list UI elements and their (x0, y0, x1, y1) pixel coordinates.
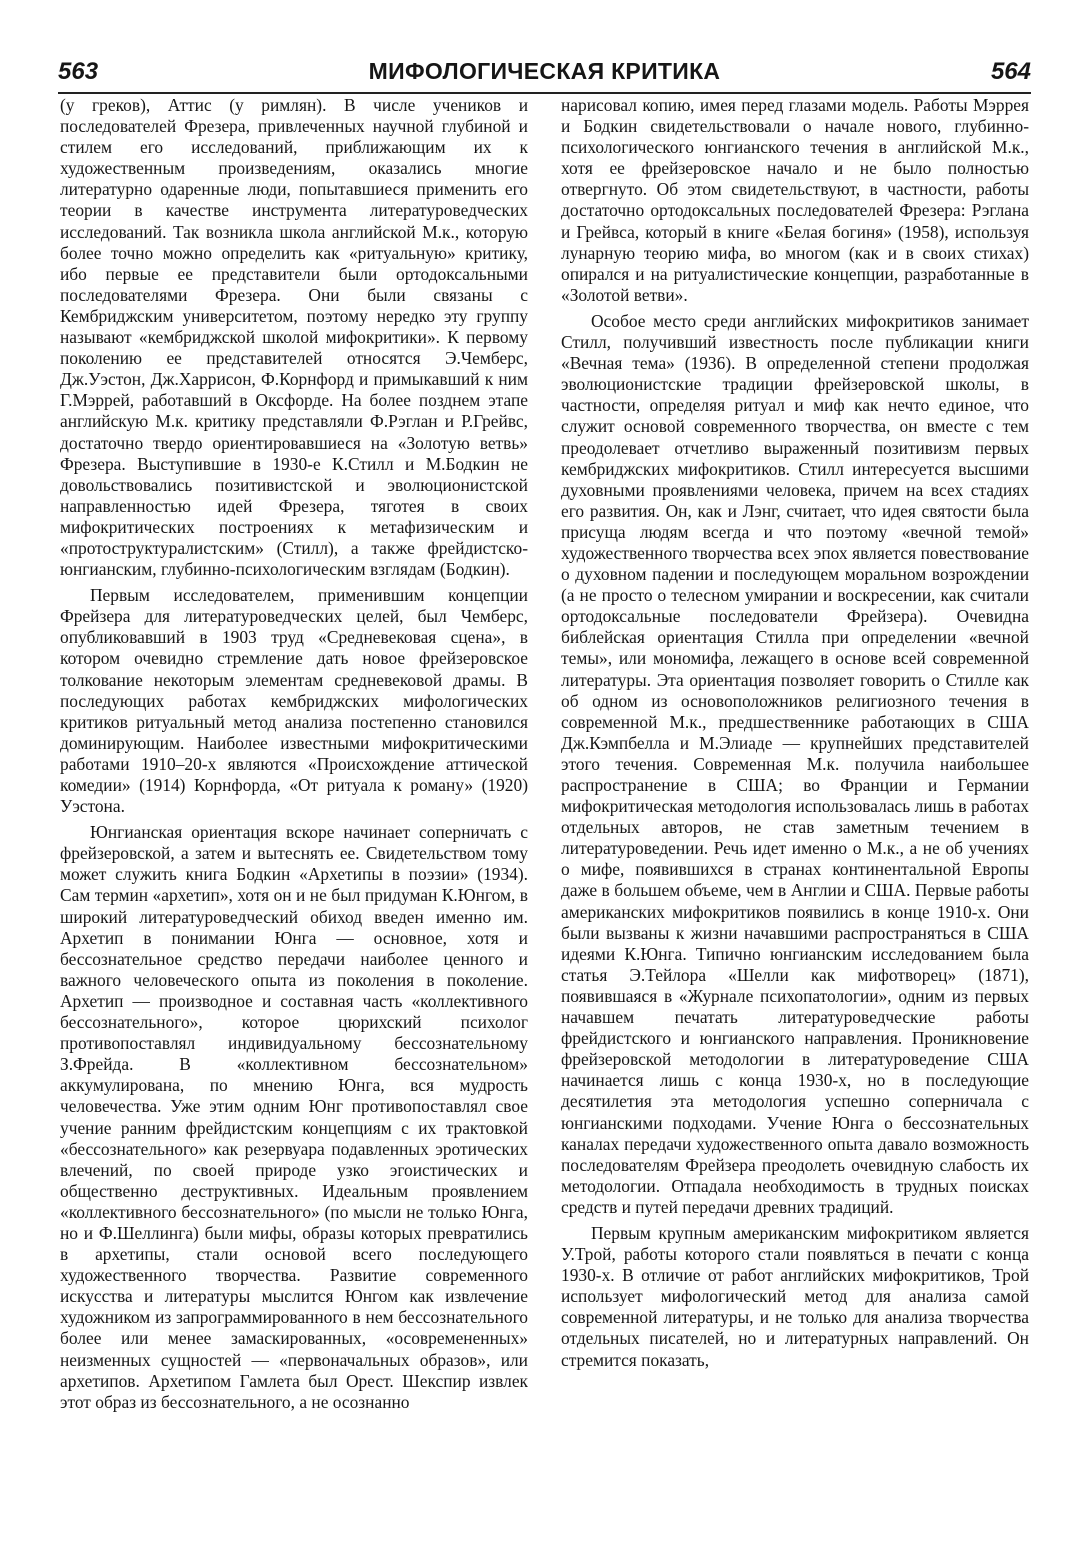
page-number-left: 563 (58, 58, 99, 85)
right-column (561, 95, 1029, 1535)
paragraph: Особое место среди английских мифокритиков занимает Стилл, получивший известность после публикации книги «Вечная тема» (1936). В определенной степени продолжая эволюционистские традиции фрейзеровской школы, в частности, определяя ритуал и миф как нечто единое, что служит основой современного творчества, он вместе с тем преодолевает отчетливо выраженный позитивизм первых кембриджских мифокритиков. Стилл интересуется высшими духовными проявлениями человека, причем на всех стадиях его развития. Он, как и Лэнг, считает, что идея святости была присуща людям всегда и что поэтому «вечной темой» художественного творчества всех эпох является повествование о духовном падении и последующем моральном возрождении (а не просто о телесном умирании и воскресении, как считали ортодоксальные последователи Фрейзера). Очевидна библейская ориентация Стилла при определении «вечной темы», или мономифа, лежащего в основе всей современной литературы. Эта ориентация позволяет говорить о Стилле как об одном из основоположников религиозного течения в современной М.к., предшественнике работающих в США Дж.Кэмпбелла и М.Элиаде — крупнейших представителей этого течения. Современная М.к. получила наибольшее распространение в США; во Франции и Германии мифокритическая методология использовалась лишь в работах отдельных авторов, не став заметным течением в литературоведении. Речь идет именно о М.к., а не об учениях о мифе, появившихся в странах континентальной Европы даже в большем объеме, чем в Англии и США. Первые работы американских мифокритиков появились в конце 1910-х. Они были вызваны к жизни начавшими распространяться в США идеями К.Юнга. Типично юнгианским исследованием была статья Э.Тейлора «Шелли как мифотворец» (1871), появившаяся в «Журнале психопатологии», одним из первых начавшем печатать литературоведческие работы фрейдистского и юнгианского направления. Проникновение фрейзеровской методологии в литературоведение США начинается лишь с конца 1930-х, но в последующие десятилетия эта методология успешно соперничала с юнгианскими подходами. Учение Юнга о бессознательных каналах передачи художественного опыта давало возможность последователям Фрейзера преодолеть очевидную слабость их методологии. Отпадала необходимость в трудных поисках средств и путей передачи древних традиций. (561, 310, 1029, 1217)
left-column (60, 95, 528, 1535)
paragraph: нарисовал копию, имея перед глазами модель. Работы Мэррея и Бодкин свидетельствовали о начале нового, глубинно-психологического юнгианского течения в английской М.к., хотя ее фрейзеровское начало и не было полностью отвергнуто. Об этом свидетельствуют, в частности, работы достаточно ортодоксальных последователей Фрезера: Рэглана и Грейвса, который в книге «Белая богиня» (1958), используя лунарную теорию мифа, во многом (как и в своих стихах) опирался и на ритуалистические концепции, разработанные в «Золотой ветви». (561, 95, 1029, 305)
paragraph: Юнгианская ориентация вскоре начинает соперничать с фрейзеровской, а затем и вытеснять ее. Свидетельством тому может служить книга Бодкин «Архетипы в поэзии» (1934). Сам термин «архетип», хотя он и не был придуман К.Юнгом, в широкий литературоведческий обиход введен именно им. Архетип в понимании Юнга — основное, хотя и бессознательное средство передачи наиболее ценного и важного человеческого опыта из поколения в поколение. Архетип — производное и составная часть «коллективного бессознательного», которое цюрихский психолог противопоставлял индивидуальному бессознательному З.Фрейда. В «коллективном бессознательном» аккумулирована, по мнению Юнга, вся мудрость человечества. Уже этим одним Юнг противопоставлял свое учение ранним фрейдистским концепциям с их трактовкой «бессознательного» как резервуара подавленных эротических влечений, по своей природе узко эгоистических и общественно деструктивных. Идеальным проявлением «коллективного бессознательного» (по мысли не только Юнга, но и Ф.Шеллинга) были мифы, образы которых превратились в архетипы, стали основой всего последующего художественного творчества. Развитие современного искусства и литературы мыслится Юнгом как извлечение художником из запрограммированного в нем бессознательного более или менее замаскированных, «осовремененных» неизменных сущностей — «первоначальных образов», или архетипов. Архетипом Гамлета был Орест. Шекспир извлек этот образ из бессознательного, а не осознанно (60, 822, 528, 1412)
page-number-right: 564 (990, 58, 1031, 85)
paragraph: Первым исследователем, применившим концепции Фрейзера для литературоведческих целей, был Чемберс, опубликовавший в 1903 труд «Средневековая сцена», в котором очевидно стремление дать новое фрейзеровское толкование некоторым элементам средневековой драмы. В последующих работах кембриджских мифологических критиков ритуальный метод анализа постепенно становился доминирующим. Наиболее известными мифокритическими работами 1910–20-х являются «Происхождение аттической комедии» (1914) Корнфорда, «От ритуала к роману» (1920) Уэстона. (60, 585, 528, 817)
paragraph: (у греков), Аттис (у римлян). В числе учеников и последователей Фрезера, привлеченных научной глубиной и стилем его исследований, приближающим их к художественным произведениям, оказались многие литературно одаренные люди, попытавшиеся применить его теории в качестве инструмента литературоведческих исследований. Так возникла школа английской М.к., которую более точно можно определить как «ритуальную» критику, ибо первые ее представители были ортодоксальными последователями Фрезера. Они были связаны с Кембриджским университетом, поэтому нередко эту группу называют «кембриджской школой мифокритики». К первому поколению ее представителей относятся Э.Чемберс, Дж.Уэстон, Дж.Харрисон, Ф.Корнфорд и примыкавший к ним Г.Мэррей, работавший в Оксфорде. На более позднем этапе английскую М.к. критику представляли Ф.Рэглан и Р.Грейвс, достаточно твердо ориентировавшиеся на «Золотую ветвь» Фрезера. Выступившие в 1930-е К.Стилл и М.Бодкин не довольствовались позитивистской и эволюционистской направленностью идей Фрезера, тяготея в своих мифокритических построениях к метафизическим и «протоструктуралистским» (Стилл), а также фрейдистско-юнгианским, глубинно-психологическим взглядам (Бодкин). (60, 95, 528, 580)
paragraph: Первым крупным американским мифокритиком является У.Трой, работы которого стали появляться в печати с конца 1930-х. В отличие от работ английских мифокритиков, Трой использует мифологический метод для анализа самой современной литературы, и не только для анализа творчества отдельных писателей, но и литературных направлений. Он стремится показать, (561, 1222, 1029, 1370)
page-header (58, 50, 1031, 94)
running-title: МИФОЛОГИЧЕСКАЯ КРИТИКА (368, 58, 721, 84)
